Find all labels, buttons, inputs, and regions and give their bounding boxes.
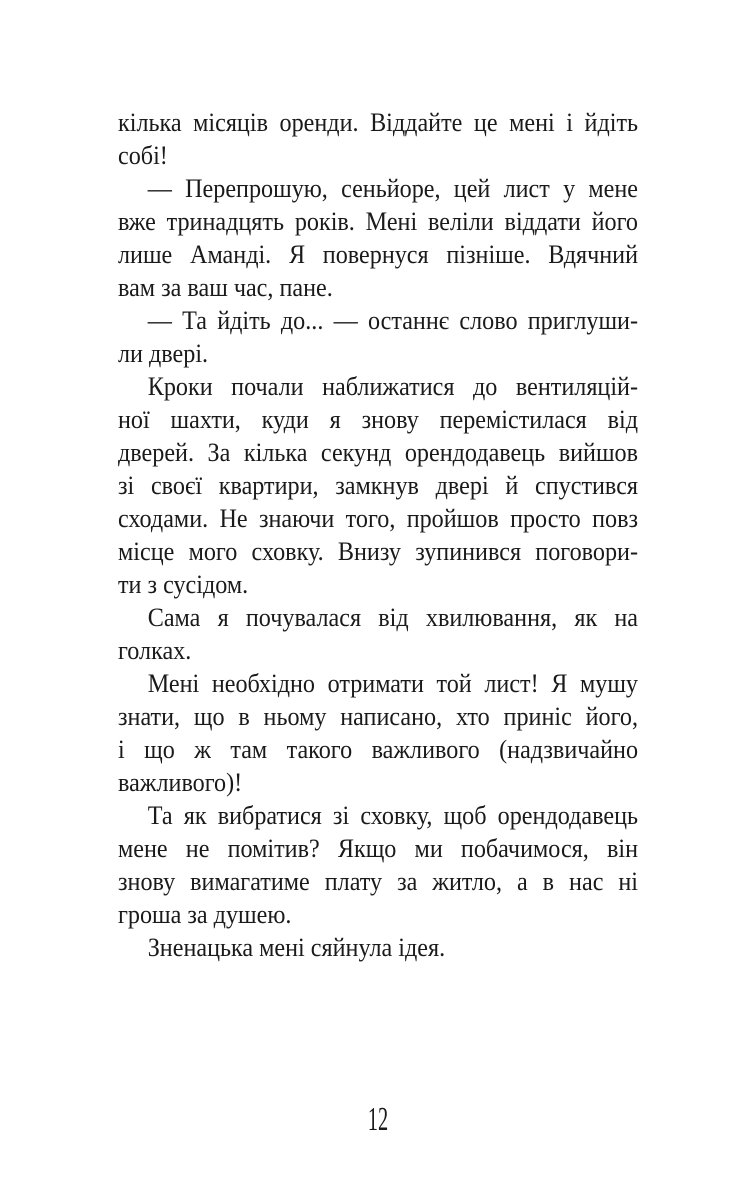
text-line: вже тринадцять років. Мені веліли віддати його bbox=[118, 207, 639, 236]
text-line: і що ж там такого важливого (надзвичайно bbox=[118, 735, 639, 764]
text-line: ти з сусідом. bbox=[118, 570, 249, 599]
paragraph bbox=[118, 172, 638, 304]
text-line: голках. bbox=[118, 636, 192, 665]
text-line: важливого)! bbox=[118, 768, 243, 797]
text-line: Та як вибратися зі сховку, щоб орендодавець bbox=[147, 801, 639, 830]
text-line: зі своєї квартири, замкнув двері й спустився bbox=[118, 471, 639, 500]
text-line: знову вимагатиме плату за житло, а в нас ні bbox=[118, 867, 639, 896]
paragraph bbox=[118, 370, 638, 601]
text-line: ної шахти, куди я знову перемістилася від bbox=[118, 405, 639, 434]
text-line: мене не помітив? Якщо ми побачимося, він bbox=[118, 834, 639, 863]
text-line: лише Аманді. Я повернуся пізніше. Вдячний bbox=[118, 240, 639, 269]
body-text bbox=[118, 106, 638, 964]
text-line: знати, що в ньому написано, хто приніс його, bbox=[118, 702, 639, 731]
text-line: собі! bbox=[118, 141, 168, 170]
text-line: гроша за душею. bbox=[118, 900, 292, 929]
text-line: вам за ваш час, пане. bbox=[118, 273, 333, 302]
text-line: Сама я почувалася від хвилювання, як на bbox=[147, 603, 639, 632]
text-line: дверей. За кілька секунд орендодавець вийшов bbox=[118, 438, 639, 467]
text-line: Зненацька мені сяйнула ідея. bbox=[147, 933, 446, 962]
text-line: кілька місяців оренди. Віддайте це мені і йдіть bbox=[118, 108, 639, 137]
text-line: місце мого сховку. Внизу зупинився поговори- bbox=[118, 537, 639, 566]
text-line: сходами. Не знаючи того, пройшов просто повз bbox=[118, 504, 639, 533]
page-number: 12 bbox=[367, 1101, 389, 1138]
paragraph bbox=[118, 667, 638, 799]
paragraph bbox=[118, 304, 638, 370]
paragraph bbox=[118, 931, 638, 964]
paragraph bbox=[118, 106, 638, 172]
text-line: Мені необхідно отримати той лист! Я мушу bbox=[147, 669, 639, 698]
text-line: ли двері. bbox=[118, 339, 209, 368]
paragraph bbox=[118, 601, 638, 667]
paragraph bbox=[118, 799, 638, 931]
text-line: — Перепрошую, сеньйоре, цей лист у мене bbox=[147, 174, 639, 203]
text-line: Кроки почали наближатися до вентиляцій- bbox=[147, 372, 639, 401]
text-line: — Та йдіть до... — останнє слово приглуши- bbox=[147, 306, 639, 335]
